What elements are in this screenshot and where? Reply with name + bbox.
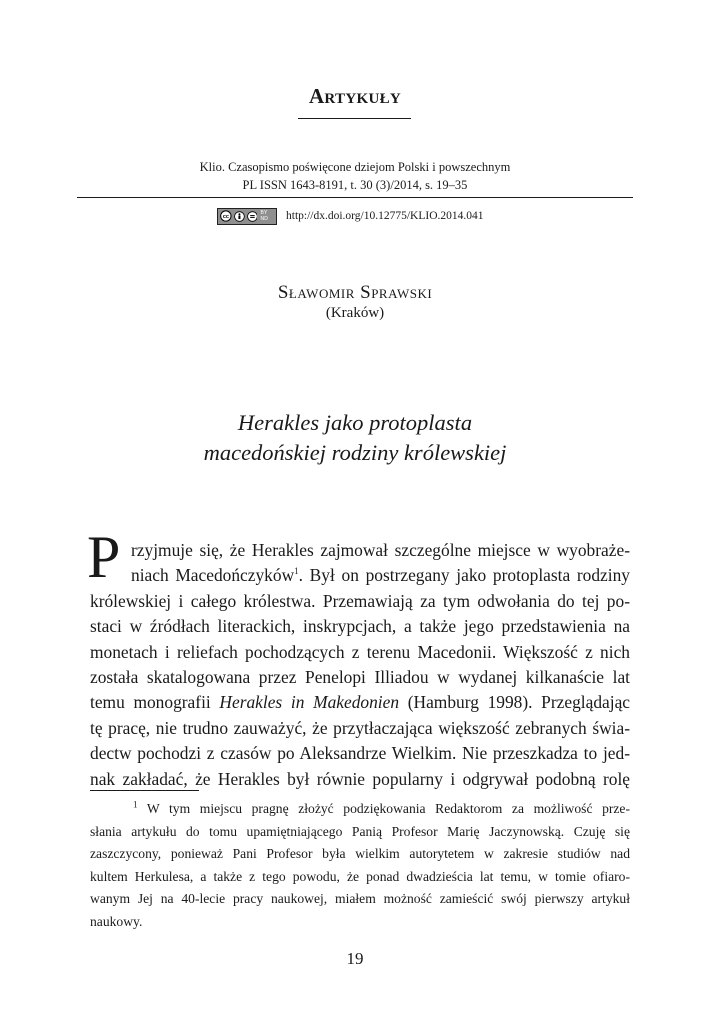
body-line: monetach i reliefach pochodzących z terenu Macedonii. Większość z nich	[90, 641, 630, 662]
footnote-number: 1	[133, 799, 138, 810]
author-name: Sławomir Sprawski	[277, 282, 433, 303]
cc-badge-text: BY ND	[260, 210, 269, 222]
cc-icon	[220, 209, 232, 223]
journal-info-line1: Klio. Czasopismo poświęcone dziejom Polski i powszechnym	[199, 160, 511, 174]
no-derivatives-icon	[247, 210, 258, 223]
footnote-line: wanym Jej na 40-lecie pracy naukowej, miałem możność zamieścić swój pierwszy artykuł	[90, 891, 630, 906]
drop-cap: P	[87, 524, 121, 590]
footnote	[90, 798, 630, 933]
article-title-line2: macedońskiej rodziny królewskiej	[203, 440, 507, 465]
article-title-line1: Herakles jako protoplasta	[237, 410, 473, 435]
body-line: rzyjmuje się, że Herakles zajmował szczególne miejsce w wyobraże-	[131, 540, 630, 560]
header-rule	[77, 197, 633, 198]
article-title	[0, 408, 710, 468]
section-title-underline	[298, 118, 411, 119]
svg-text:cc: cc	[222, 214, 229, 221]
body-line: została skatalogowana przez Penelopi Illiadou w wydanej kilkanaście lat	[90, 667, 630, 688]
journal-info-line2: PL ISSN 1643-8191, t. 30 (3)/2014, s. 19–35	[242, 178, 468, 192]
body-text	[90, 538, 630, 792]
footnote-line: naukowy.	[90, 913, 143, 929]
footnote-line: zaszczycony, ponieważ Pani Profesor była wielkim autorytetem w zakresie studiów nad	[90, 846, 630, 861]
cc-license-badge[interactable]	[217, 208, 277, 225]
author-affiliation: (Kraków)	[325, 305, 385, 321]
footnote-line: słania artykułu do tomu upamiętniającego Panią Profesor Marię Jaczynowską. Czuję się	[90, 823, 630, 839]
body-line: staci w źródłach literackich, inskrypcjach, a także jego przedstawienia na	[90, 616, 630, 637]
footnote-line: kultem Herkulesa, a także z tego powodu, że ponad dwadzieścia lat temu, w tomie ofiaro-	[90, 868, 630, 884]
body-line: dectw pochodzi z czasów po Aleksandrze Wielkim. Nie przeszkadza to jed-	[90, 743, 630, 764]
footnote-line: $^1$ W tym miejscu pragnę złożyć podziękowania Redaktorom za możliwość prze-	[133, 799, 630, 816]
footnote-rule	[90, 790, 199, 791]
body-line: królewskiej i całego królestwa. Przemawiają za tym odwołania do tej po-	[90, 590, 630, 611]
body-line: niach Macedończyków$^1$. Był on postrzegany jako protoplasta rodziny	[131, 565, 631, 586]
doi-link[interactable]: http://dx.doi.org/10.12775/KLIO.2014.041	[286, 210, 484, 222]
page-number: 19	[346, 949, 364, 968]
footnote-ref[interactable]: 1	[294, 566, 299, 577]
by-person-icon	[234, 210, 245, 223]
license-row	[217, 206, 484, 226]
body-line: tę pracę, nie trudno zauważyć, że przytłaczająca większość zebranych świa-	[90, 717, 630, 738]
book-title: Herakles in Makedonien	[219, 692, 400, 713]
body-line: nak zakładać, że Herakles był równie popularny i odgrywał podobną rolę	[90, 768, 630, 789]
section-title: Artykuły	[308, 84, 402, 108]
body-line: temu monografii Herakles in Makedonien (Hamburg 1998). Przeglądając	[90, 692, 631, 713]
journal-info	[0, 158, 710, 194]
